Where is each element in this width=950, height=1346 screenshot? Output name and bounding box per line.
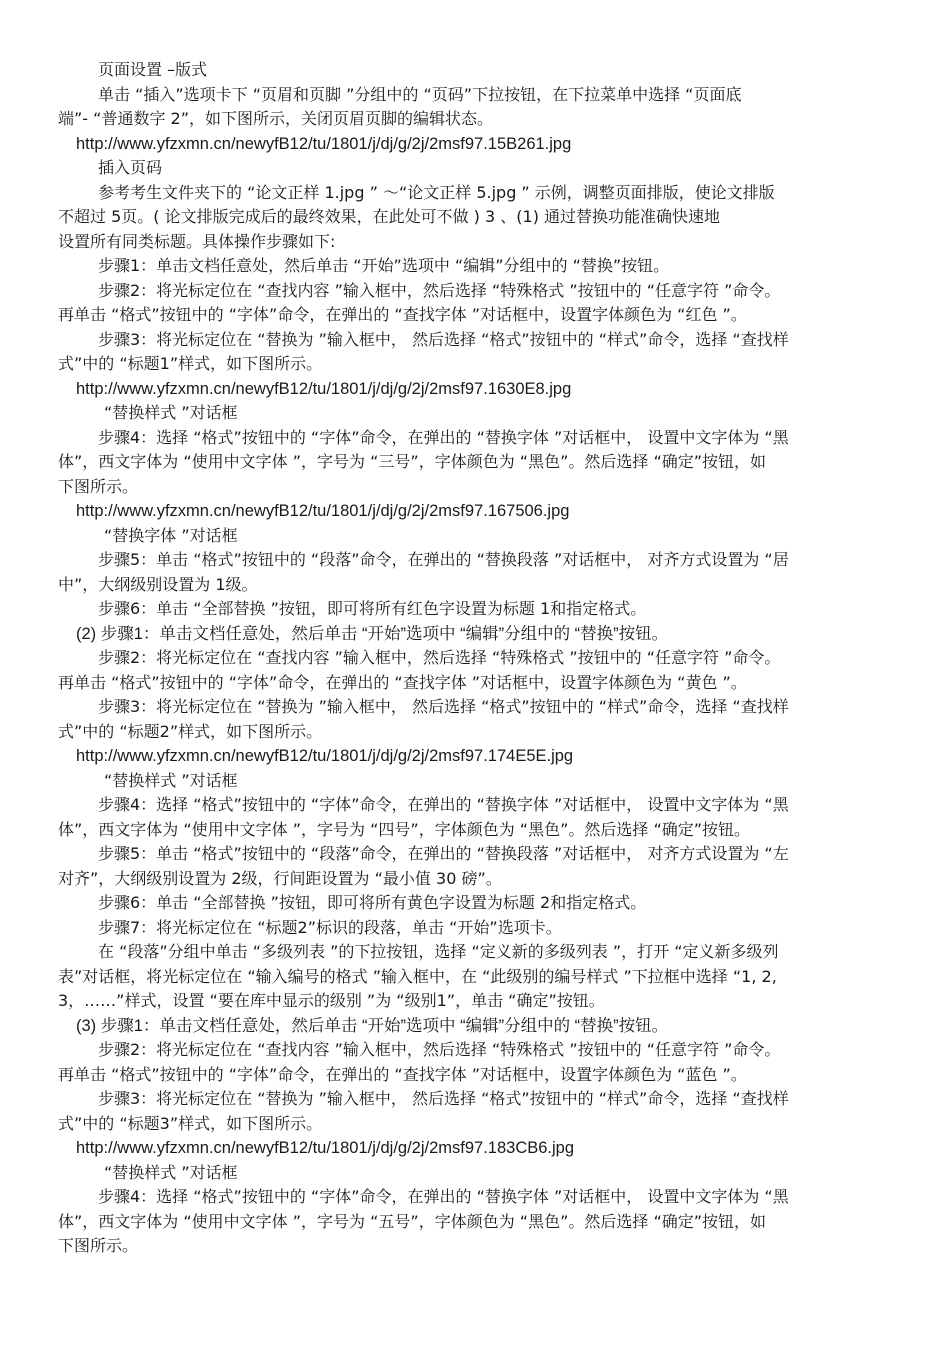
image-link-text: http://www.yfzxmn.cn/newyfB12/tu/1801/j/dj/g/2j/2msf97.174E5E.jpg — [76, 747, 574, 765]
document-line: 体”，西文字体为 “使用中文字体 ”，字号为 “三号”，字体颜色为 “黑色”。然后选择 “确定”按钮，如 — [58, 452, 767, 471]
document-line: 步骤4：选择 “格式”按钮中的 “字体”命令，在弹出的 “替换字体 ”对话框中， 设置中文字体为 “黑 — [98, 427, 789, 447]
document-line: 单击 “插入”选项卡下 “页眉和页脚 ”分组中的 “页码”下拉按钮，在下拉菜单中选择 “页面底 — [98, 84, 742, 104]
document-line: 步骤3：将光标定位在 “替换为 ”输入框中， 然后选择 “格式”按钮中的 “样式”命令，选择 “查找样 — [98, 329, 789, 349]
document-line: “替换样式 ”对话框 — [104, 403, 238, 422]
image-link-text: http://www.yfzxmn.cn/newyfB12/tu/1801/j/dj/g/2j/2msf97.1630E8.jpg — [76, 379, 572, 398]
document-line: 步骤3：将光标定位在 “替换为 ”输入框中， 然后选择 “格式”按钮中的 “样式”命令，选择 “查找样 — [98, 697, 789, 716]
document-line: 步骤5：单击 “格式”按钮中的 “段落”命令，在弹出的 “替换段落 ”对话框中， 对齐方式设置为 “左 — [98, 844, 789, 863]
document-line: 步骤4：选择 “格式”按钮中的 “字体”命令，在弹出的 “替换字体 ”对话框中， 设置中文字体为 “黑 — [98, 1187, 789, 1206]
document-line: 式”中的 “标题2”样式，如下图所示。 — [58, 721, 323, 741]
document-line: 步骤5：单击 “格式”按钮中的 “段落”命令，在弹出的 “替换段落 ”对话框中， 对齐方式设置为 “居 — [98, 550, 789, 569]
document-line: 参考考生文件夹下的 “论文正样 1.jpg ” ～“论文正样 5.jpg ” 示例，调整页面排版，使论文排版 — [98, 182, 775, 202]
image-link-text: http://www.yfzxmn.cn/newyfB12/tu/1801/j/dj/g/2j/2msf97.15B261.jpg — [76, 134, 572, 153]
document-line: (2) 步骤1：单击文档任意处，然后单击 “开始”选项中 “编辑”分组中的 “替换”按钮。 — [76, 624, 669, 643]
document-line: 3，……”样式，设置 “要在库中显示的级别 ”为 “级别1”，单击 “确定”按钮。 — [58, 991, 605, 1010]
document-line: 步骤2：将光标定位在 “查找内容 ”输入框中，然后选择 “特殊格式 ”按钮中的 “任意字符 ”命令。 — [98, 280, 781, 300]
document-line: 式”中的 “标题1”样式，如下图所示。 — [58, 354, 323, 373]
document-line: 步骤6：单击 “全部替换 ”按钮，即可将所有红色字设置为标题 1和指定格式。 — [98, 599, 647, 618]
document-line: 表”对话框，将光标定位在 “输入编号的格式 ”输入框中，在 “此级别的编号样式 ”下拉框中选择 “1, 2, — [58, 966, 777, 986]
document-line: 对齐”，大纲级别设置为 2级，行间距设置为 “最小值 30 磅”。 — [58, 868, 502, 888]
document-line: “替换样式 ”对话框 — [104, 770, 238, 790]
document-line: 体”，西文字体为 “使用中文字体 ”，字号为 “四号”，字体颜色为 “黑色”。然后选择 “确定”按钮。 — [58, 819, 751, 839]
document-line: 插入页码 — [98, 158, 163, 177]
document-line: (3) 步骤1：单击文档任意处，然后单击 “开始”选项中 “编辑”分组中的 “替换”按钮。 — [76, 1016, 669, 1035]
document-line: 再单击 “格式”按钮中的 “字体”命令，在弹出的 “查找字体 ”对话框中，设置字体颜色为 “黄色 ”。 — [58, 672, 747, 692]
document-line: 式”中的 “标题3”样式，如下图所示。 — [58, 1113, 323, 1133]
document-line: 步骤2：将光标定位在 “查找内容 ”输入框中，然后选择 “特殊格式 ”按钮中的 “任意字符 ”命令。 — [98, 1040, 781, 1059]
document-line: 下图所示。 — [58, 476, 139, 496]
image-link-text: http://www.yfzxmn.cn/newyfB12/tu/1801/j/dj/g/2j/2msf97.183CB6.jpg — [76, 1139, 575, 1157]
document-line: 在 “段落”分组中单击 “多级列表 ”的下拉按钮，选择 “定义新的多级列表 ”，打开 “定义新多级列 — [98, 942, 779, 961]
document-line: 步骤3：将光标定位在 “替换为 ”输入框中， 然后选择 “格式”按钮中的 “样式”命令，选择 “查找样 — [98, 1089, 789, 1108]
document-line: 端”- “普通数字 2”，如下图所示，关闭页眉页脚的编辑状态。 — [58, 109, 493, 128]
document-line: 中”，大纲级别设置为 1级。 — [58, 574, 258, 594]
document-line: 设置所有同类标题。具体操作步骤如下: — [58, 231, 336, 251]
document-line: “替换字体 ”对话框 — [104, 525, 238, 545]
document-line: 再单击 “格式”按钮中的 “字体”命令，在弹出的 “查找字体 ”对话框中，设置字体颜色为 “红色 ”。 — [58, 305, 747, 324]
document-line: 再单击 “格式”按钮中的 “字体”命令，在弹出的 “查找字体 ”对话框中，设置字体颜色为 “蓝色 ”。 — [58, 1064, 747, 1084]
document-line: 步骤7：将光标定位在 “标题2”标识的段落，单击 “开始”选项卡。 — [98, 917, 562, 937]
document-line: “替换样式 ”对话框 — [104, 1162, 238, 1182]
document-line: 体”，西文字体为 “使用中文字体 ”，字号为 “五号”，字体颜色为 “黑色”。然后选择 “确定”按钮，如 — [58, 1211, 767, 1231]
document-line: 下图所示。 — [58, 1236, 139, 1255]
document-line: 不超过 5页。( 论文排版完成后的最终效果，在此处可不做 ) 3 、(1) 通过替换功能准确快速地 — [58, 207, 721, 226]
document-line: 步骤1：单击文档任意处，然后单击 “开始”选项中 “编辑”分组中的 “替换”按钮。 — [98, 256, 670, 275]
document-line: 步骤4：选择 “格式”按钮中的 “字体”命令，在弹出的 “替换字体 ”对话框中， 设置中文字体为 “黑 — [98, 795, 789, 814]
image-link-text: http://www.yfzxmn.cn/newyfB12/tu/1801/j/dj/g/2j/2msf97.167506.jpg — [76, 502, 570, 520]
document-line: 步骤2：将光标定位在 “查找内容 ”输入框中，然后选择 “特殊格式 ”按钮中的 “任意字符 ”命令。 — [98, 648, 781, 667]
document-line: 页面设置 –版式 — [98, 60, 208, 79]
document-line: 步骤6：单击 “全部替换 ”按钮，即可将所有黄色字设置为标题 2和指定格式。 — [98, 893, 647, 912]
